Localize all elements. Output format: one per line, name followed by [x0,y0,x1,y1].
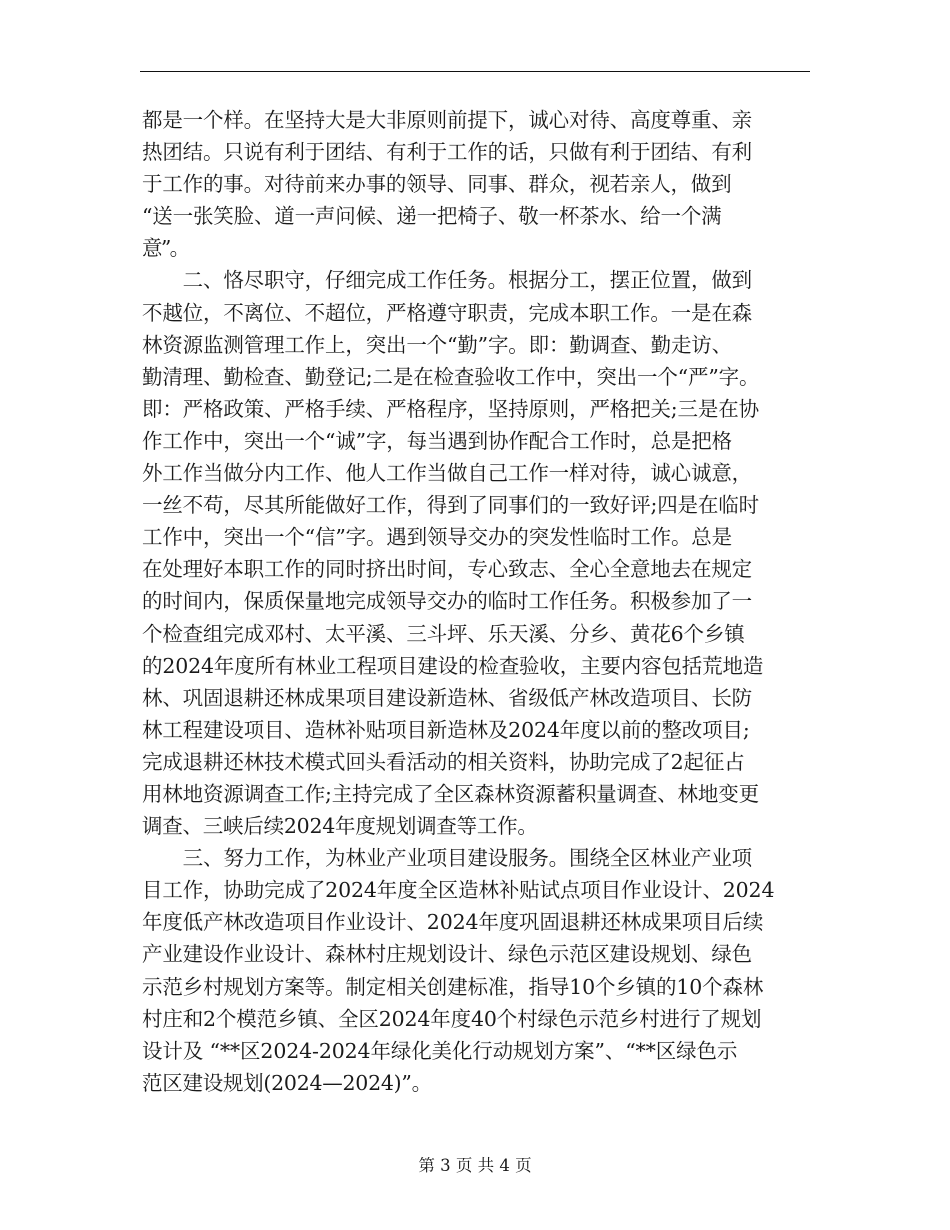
text-line: 林工程建设项目、造林补贴项目新造林及2024年度以前的整改项目; [142,717,750,742]
text-line: 产业建设作业设计、森林村庄规划设计、绿色示范区建设规划、绿色 [142,942,752,967]
text-line: 不越位，不离位、不超位，严格遵守职责，完成本职工作。一是在森 [142,300,752,325]
text-line: 三、努力工作，为林业产业项目建设服务。围绕全区林业产业项 [142,846,752,871]
text-line: 工作中，突出一个“信”字。遇到领导交办的突发性临时工作。总是 [142,525,732,550]
body-text [142,104,822,1099]
text-line: 勤清理、勤检查、勤登记;二是在检查验收工作中，突出一个“严”字。 [142,364,760,389]
text-line: 示范乡村规划方案等。制定相关创建标准，指导10个乡镇的10个森林 [142,974,764,999]
text-line: 即：严格政策、严格手续、严格程序，坚持原则，严格把关;三是在协 [142,396,759,421]
text-line: 的时间内，保质保量地完成领导交办的临时工作任务。积极参加了一 [142,589,752,614]
text-line: 作工作中，突出一个“诚”字，每当遇到协作配合工作时，总是把格 [142,428,732,453]
text-line: 在处理好本职工作的同时挤出时间，专心致志、全心全意地去在规定 [142,557,752,582]
text-line: 范区建设规划(2024—2024)”。 [142,1070,432,1095]
text-line: 设计及 “**区2024-2024年绿化美化行动规划方案”、“**区绿色示 [142,1038,738,1063]
header-rule [140,71,810,72]
text-line: 都是一个样。在坚持大是大非原则前提下，诚心对待、高度尊重、亲 [142,108,752,132]
text-line: 个检查组完成邓村、太平溪、三斗坪、乐天溪、分乡、黄花6个乡镇 [142,621,745,646]
text-line: 完成退耕还林技术模式回头看活动的相关资料，协助完成了2起征占 [142,749,745,774]
text-line: 一丝不苟，尽其所能做好工作，得到了同事们的一致好评;四是在临时 [142,493,759,518]
text-line: 村庄和2个模范乡镇、全区2024年度40个村绿色示范乡村进行了规划 [142,1006,762,1031]
text-line: 目工作，协助完成了2024年度全区造林补贴试点项目作业设计、2024 [142,878,775,903]
text-line: 外工作当做分内工作、他人工作当做自己工作一样对待，诚心诚意， [142,461,752,486]
text-line: 林、巩固退耕还林成果项目建设新造林、省级低产林改造项目、长防 [142,685,752,710]
text-line: “送一张笑脸、道一声问候、递一把椅子、敬一杯茶水、给一个满 [142,204,722,229]
text-line: 年度低产林改造项目作业设计、2024年度巩固退耕还林成果项目后续 [142,910,764,935]
text-line: 意”。 [142,236,189,261]
page-footer: 第 3 页 共 4 页 [418,1156,532,1175]
text-line: 用林地资源调查工作;主持完成了全区森林资源蓄积量调查、林地变更 [142,781,759,806]
text-line: 调查、三峡后续2024年度规划调查等工作。 [142,814,538,839]
text-line: 二、恪尽职守，仔细完成工作任务。根据分工，摆正位置，做到 [142,268,752,293]
text-line: 林资源监测管理工作上，突出一个“勤”字。即：勤调查、勤走访、 [142,332,732,357]
text-line: 热团结。只说有利于团结、有利于工作的话，只做有利于团结、有利 [142,140,752,165]
text-line: 的2024年度所有林业工程项目建设的检查验收，主要内容包括荒地造 [142,653,764,678]
text-line: 于工作的事。对待前来办事的领导、同事、群众，视若亲人，做到 [142,172,732,197]
